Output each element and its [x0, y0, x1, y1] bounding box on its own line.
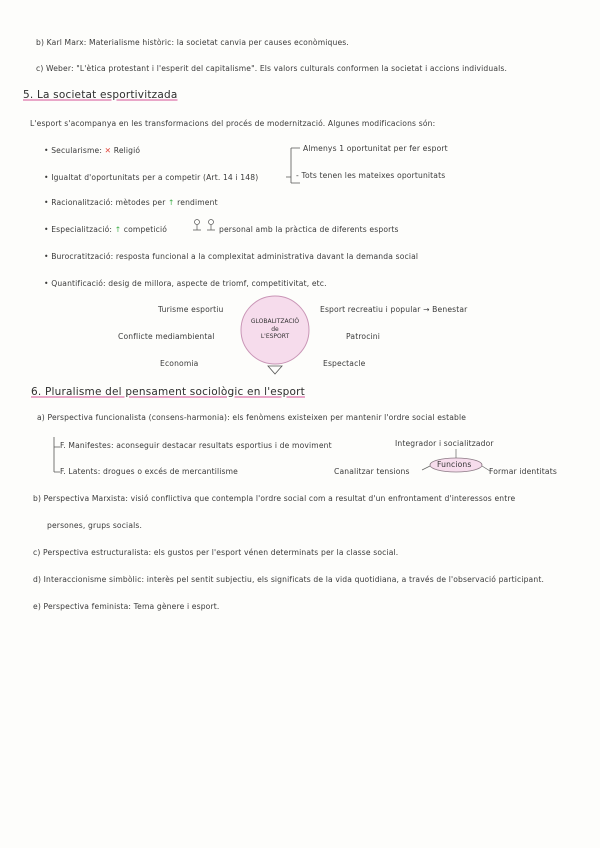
glob-right-2: Patrocini [346, 332, 381, 341]
item-b-line2: persones, grups socials. [47, 521, 143, 530]
item-a: a) Perspectiva funcionalista (consens-harmonia): els fenòmens existeixen per mantenir l'ordre social estable [37, 413, 467, 422]
circle-text [243, 318, 307, 341]
functions-center: Funcions [437, 460, 472, 469]
item-b-line1: b) Perspectiva Marxista: visió conflictiva que contempla l'ordre social com a resultat d'un enfrontament d'interessos entre [33, 494, 516, 503]
glob-left-1: Turisme esportiu [158, 305, 224, 314]
especialitzacio-mid: competició [123, 225, 168, 234]
item-e: e) Perspectiva feminista: Tema gènere i esport. [33, 602, 220, 611]
up-arrow-icon: ↑ [114, 225, 122, 234]
intro-line-b: b) Karl Marx: Materialisme històric: la societat canvia per causes econòmiques. [36, 38, 349, 47]
item-c: c) Perspectiva estructuralista: els gustos per l'esport vénen determinats per la classe social. [33, 548, 399, 557]
people-icon [193, 220, 215, 231]
functions-right: Formar identitats [489, 467, 557, 476]
item-racionalitzacio [44, 199, 218, 207]
up-arrow-icon: ↑ [168, 198, 175, 207]
secularisme-text: Religió [113, 146, 141, 155]
section6-title: 6. Pluralisme del pensament sociològic en l'esport [31, 386, 305, 398]
section5-title: 5. La societat esportivitzada [23, 89, 178, 101]
circle-line-3: L'ESPORT [260, 333, 290, 340]
item-burocratitzacio: • Burocratització: resposta funcional a la complexitat administrativa davant la demanda social [44, 252, 419, 261]
racionalitzacio-end: rendiment [177, 198, 218, 207]
item-especialitzacio [44, 226, 167, 234]
pin-triangle [268, 366, 282, 374]
item-d: d) Interaccionisme simbòlic: interès pel sentit subjectiu, els significats de la vida quotidiana, a través de l'observació participant. [33, 575, 545, 584]
item-a-manifest: F. Manifestes: aconseguir destacar resultats esportius i de moviment [60, 441, 332, 450]
brace-bottom-text: - Tots tenen les mateixes oportunitats [296, 171, 446, 180]
especialitzacio-end: personal amb la pràctica de diferents esports [219, 225, 399, 234]
glob-left-2: Conflicte mediambiental [118, 332, 215, 341]
brace-top-text: Almenys 1 oportunitat per fer esport [303, 144, 448, 153]
intro-line-c: c) Weber: "L'ètica protestant i l'esperit del capitalisme". Els valors culturals conformen la societat i accions individuals. [36, 64, 508, 73]
especialitzacio-label: • Especialització: [44, 225, 113, 234]
glob-right-3: Espectacle [323, 359, 366, 368]
functions-left: Canalitzar tensions [334, 467, 410, 476]
item-igualtat: • Igualtat d'oportunitats per a competir (Art. 14 i 148) [44, 173, 259, 182]
secularisme-label: • Secularisme: [44, 146, 103, 155]
glob-left-3: Economia [160, 359, 199, 368]
racionalitzacio-text: • Racionalització: mètodes per [44, 198, 166, 207]
cross-icon: ✕ [104, 146, 112, 155]
functions-top: Integrador i socialitzador [395, 439, 494, 448]
section5-intro: L'esport s'acompanya en les transformacions del procés de modernització. Algunes modificacions són: [30, 119, 436, 128]
item-secularisme [44, 147, 140, 155]
glob-right-1: Esport recreatiu i popular → Benestar [320, 305, 468, 314]
item-quantificacio: • Quantificació: desig de millora, aspecte de triomf, competitivitat, etc. [44, 279, 327, 288]
circle-line-2: de [271, 325, 279, 333]
circle-line-1: GLOBALITZACIÓ [250, 318, 300, 325]
item-a-latent: F. Latents: drogues o excés de mercantilisme [60, 467, 239, 476]
